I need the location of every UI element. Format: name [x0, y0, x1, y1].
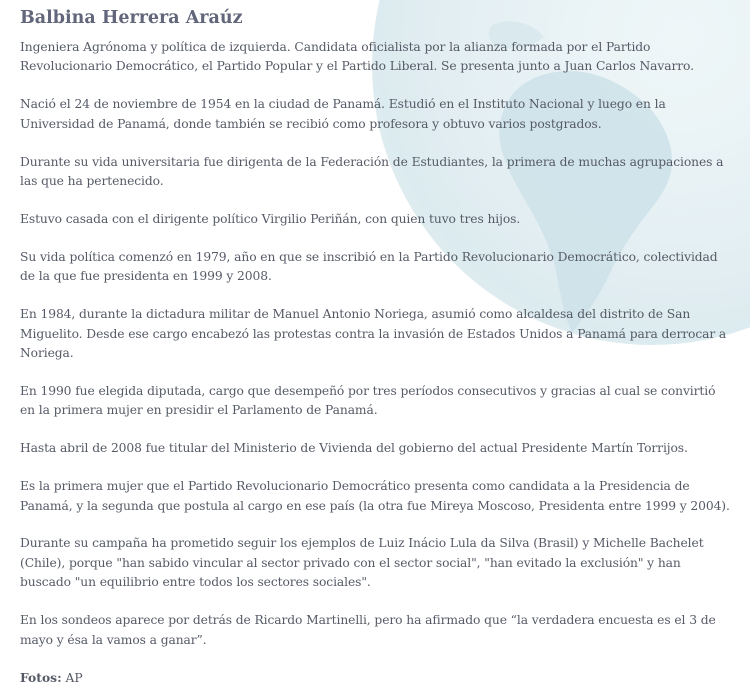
paragraph-political-start: Su vida política comenzó en 1979, año en que se inscribió en la Partido Revolucionario Democrático, colectividad de la que fue presidenta en 1999 y 2008. [20, 249, 718, 284]
paragraph-intro: Ingeniera Agrónoma y política de izquierda. Candidata oficialista por la alianza formada por el Partido Revolucionario Democrático, el Partido Popular y el Partido Liberal. Se presenta junto a Juan Carlos Navarro. [20, 40, 694, 74]
paragraph-candidacy: Es la primera mujer que el Partido Revolucionario Democrático presenta como candidata a la Presidencia de Panamá, y la segunda que postula al cargo en ese país (la otra fue Mireya Moscoso, Presidenta entre 1999 y 2004). [20, 479, 730, 513]
photo-credit-value: AP [65, 670, 83, 685]
paragraph-birth: Nació el 24 de noviembre de 1954 en la ciudad de Panamá. Estudió en el Instituto Nacional y luego en la Universidad de Panamá, donde también se recibió como profesora y obtuvo varios postgrados. [20, 97, 666, 131]
paragraph-deputy: En 1990 fue elegida diputada, cargo que desempeñó por tres períodos consecutivos y gracias al cual se convirtió en la primera mujer en presidir el Parlamento de Panamá. [20, 383, 716, 418]
page-title: Balbina Herrera Araúz [20, 8, 243, 28]
photo-credit-label: Fotos: [20, 669, 62, 685]
paragraph-mayor: En 1984, durante la dictadura militar de Manuel Antonio Noriega, asumió como alcaldesa del distrito de San Miguelito. Desde ese cargo encabezó las protestas contra la invasión de Estados Unidos a Panamá para derrocar a Noriega. [20, 307, 727, 360]
paragraph-ministry: Hasta abril de 2008 fue titular del Ministerio de Vivienda del gobierno del actual Presidente Martín Torrijos. [20, 441, 688, 456]
paragraph-marriage: Estuvo casada con el dirigente político Virgilio Periñán, con quien tuvo tres hijos. [20, 211, 521, 226]
photo-credit [20, 668, 732, 688]
article [20, 6, 732, 688]
paragraph-university: Durante su vida universitaria fue dirigenta de la Federación de Estudiantes, la primera de muchas agrupaciones a las que ha pertenecido. [20, 154, 724, 189]
paragraph-polls: En los sondeos aparece por detrás de Ricardo Martinelli, pero ha afirmado que “la verdadera encuesta es el 3 de mayo y ésa la vamos a ganar”. [20, 613, 716, 647]
paragraph-campaign: Durante su campaña ha prometido seguir los ejemplos de Luiz Inácio Lula da Silva (Brasil) y Michelle Bachelet (Chile), porque "han sabido vincular al sector privado con el sector social", "han evitado la exclusión" y han buscado "un equilibrio entre todos los sectores sociales". [20, 536, 704, 590]
